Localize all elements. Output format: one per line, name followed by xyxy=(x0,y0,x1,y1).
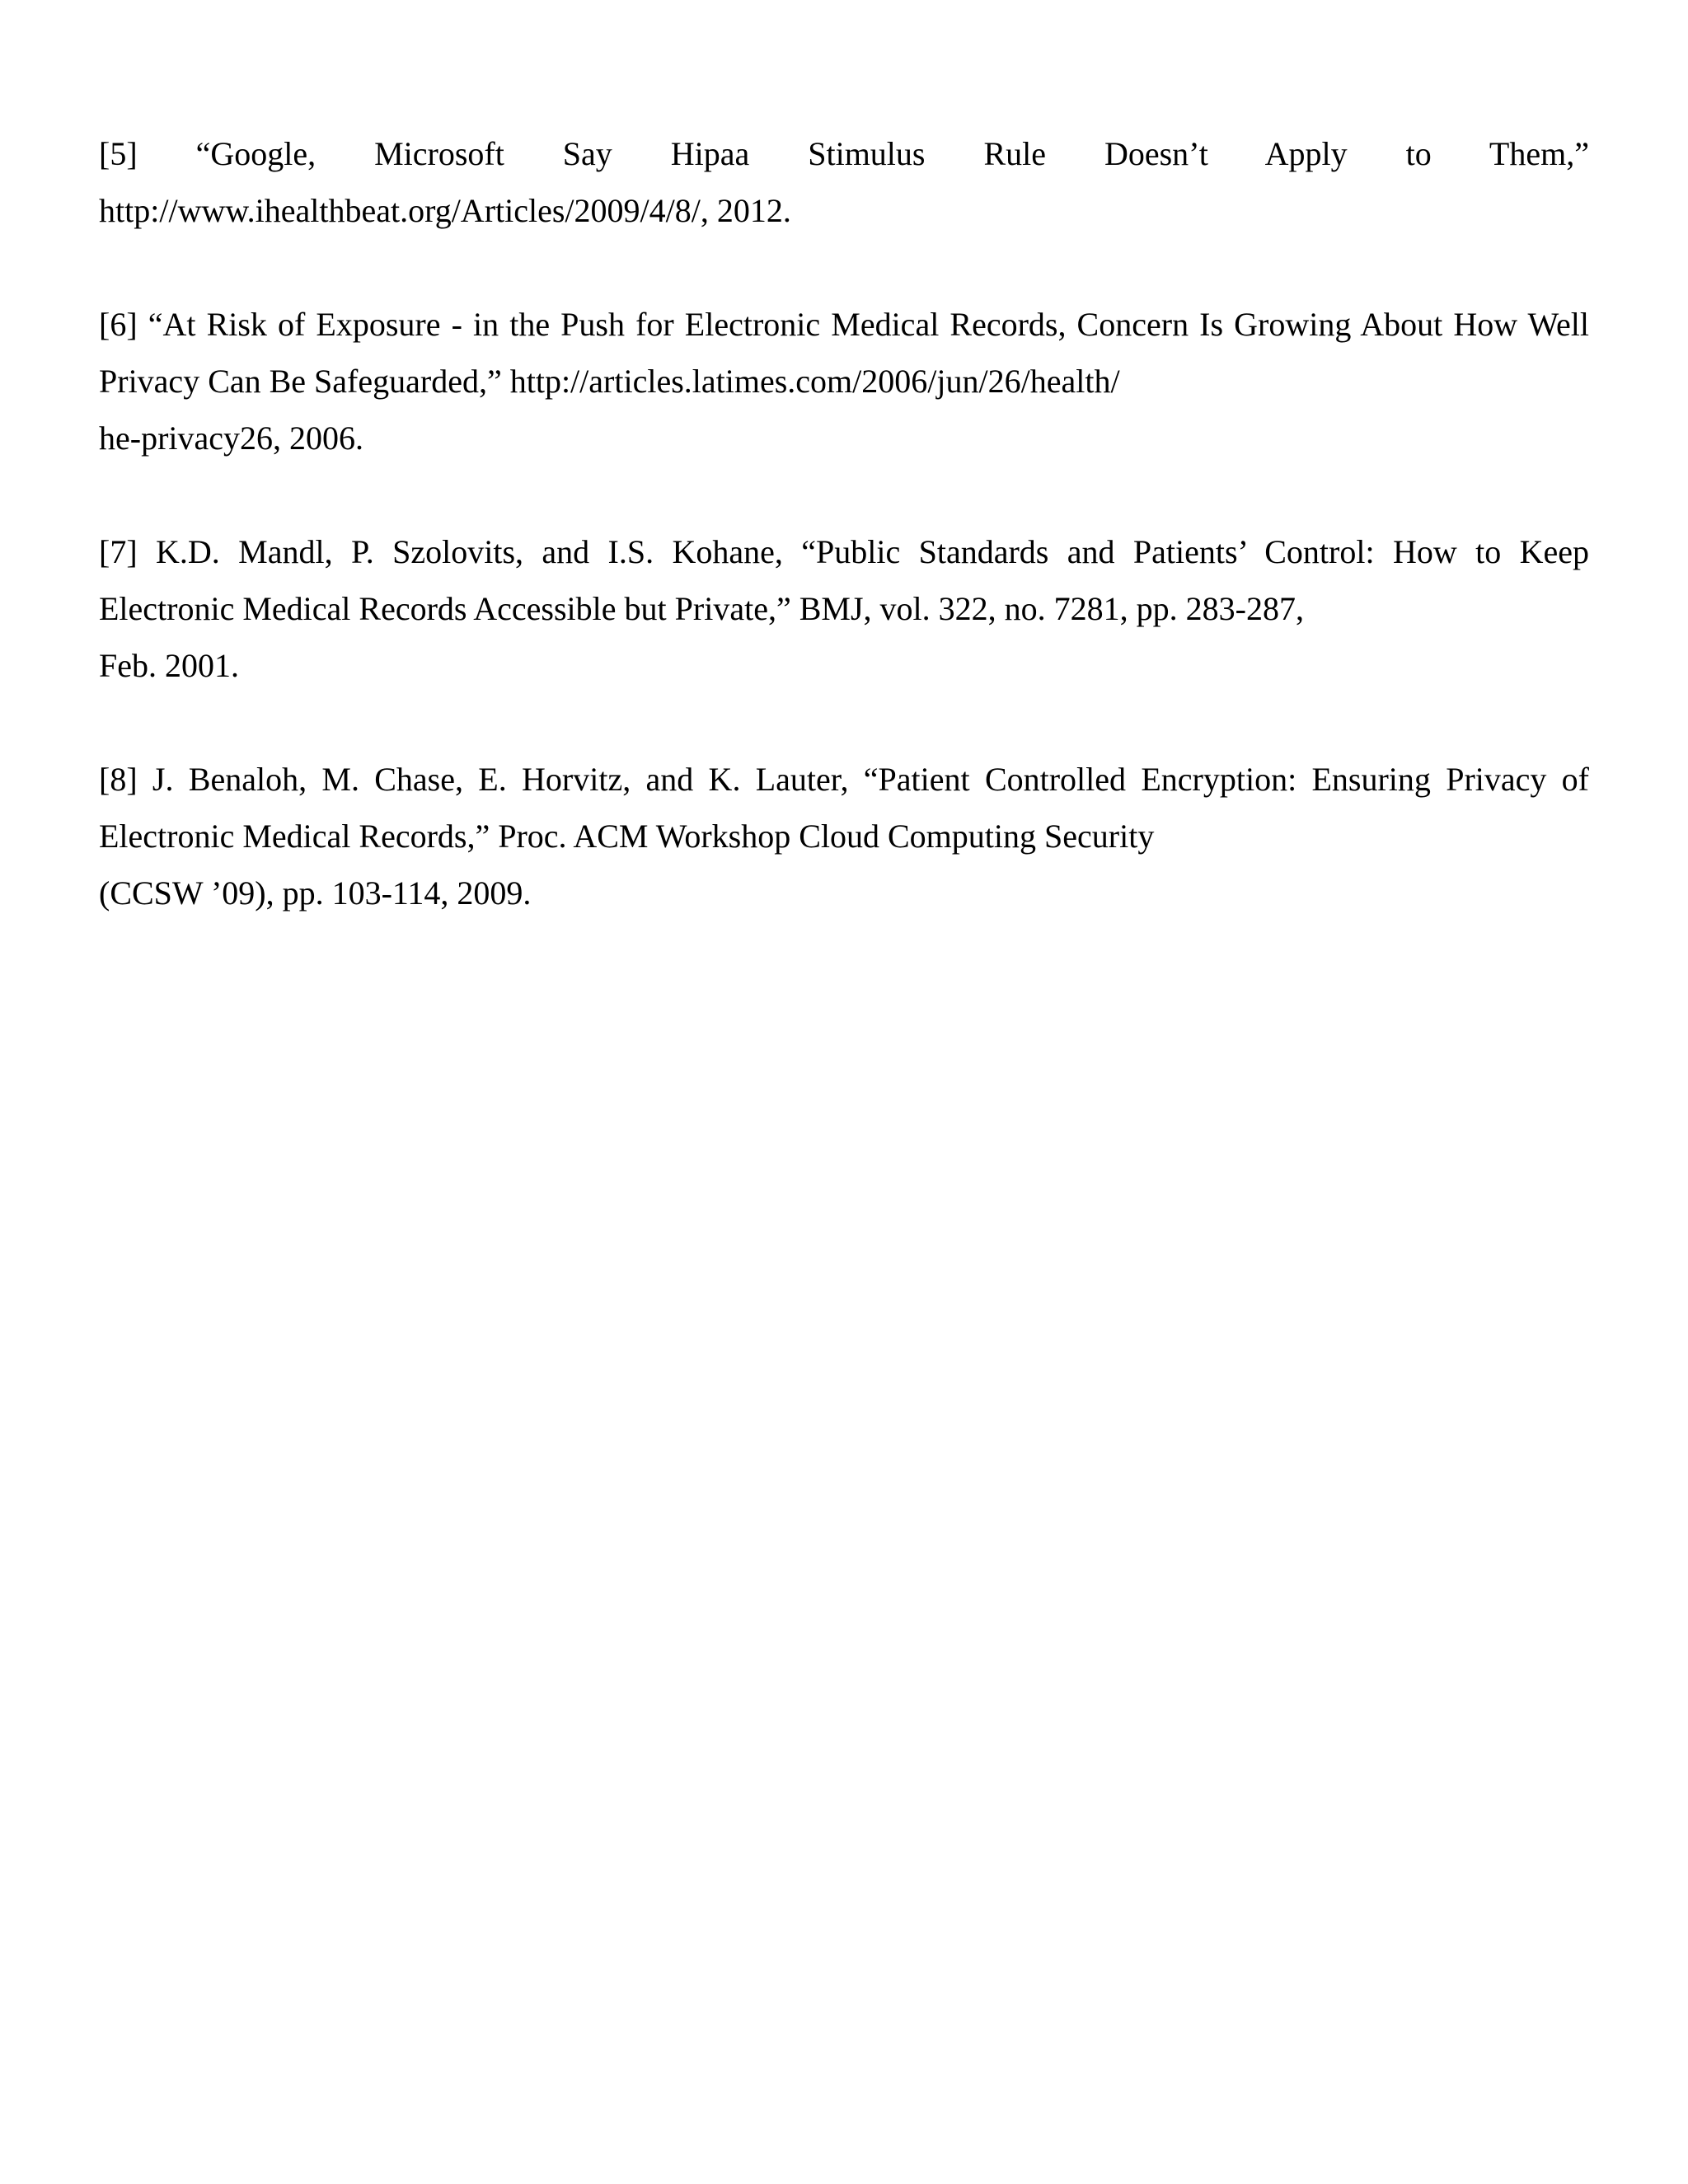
reference-6-line-1: [6] “At Risk of Exposure - in the Push for Electronic Medical Records, Concern Is Growing About How Well xyxy=(99,306,1589,343)
reference-8 xyxy=(99,751,1589,921)
reference-7-line-3: Feb. 2001. xyxy=(99,647,239,684)
reference-list xyxy=(99,125,1589,978)
reference-7-line-1: [7] K.D. Mandl, P. Szolovits, and I.S. Kohane, “Public Standards and Patients’ Control: How to Keep xyxy=(99,533,1589,570)
reference-8-line-2: Electronic Medical Records,” Proc. ACM Workshop Cloud Computing Security xyxy=(99,818,1155,855)
reference-7-line-2: Electronic Medical Records Accessible but Private,” BMJ, vol. 322, no. 7281, pp. 283-287, xyxy=(99,590,1304,627)
reference-5-line-1: [5] “Google, Microsoft Say Hipaa Stimulus Rule Doesn’t Apply to Them,” xyxy=(99,135,1589,172)
reference-8-line-3: (CCSW ’09), pp. 103-114, 2009. xyxy=(99,874,532,912)
reference-5 xyxy=(99,125,1589,239)
reference-6-line-3: he-privacy26, 2006. xyxy=(99,419,364,457)
reference-7 xyxy=(99,523,1589,694)
reference-6 xyxy=(99,296,1589,466)
reference-8-line-1: [8] J. Benaloh, M. Chase, E. Horvitz, and K. Lauter, “Patient Controlled Encryption: Ensuring Privacy of xyxy=(99,761,1589,798)
reference-6-line-2: Privacy Can Be Safeguarded,” http://articles.latimes.com/2006/jun/26/health/ xyxy=(99,363,1120,400)
reference-5-line-2: http://www.ihealthbeat.org/Articles/2009/4/8/, 2012. xyxy=(99,192,791,229)
